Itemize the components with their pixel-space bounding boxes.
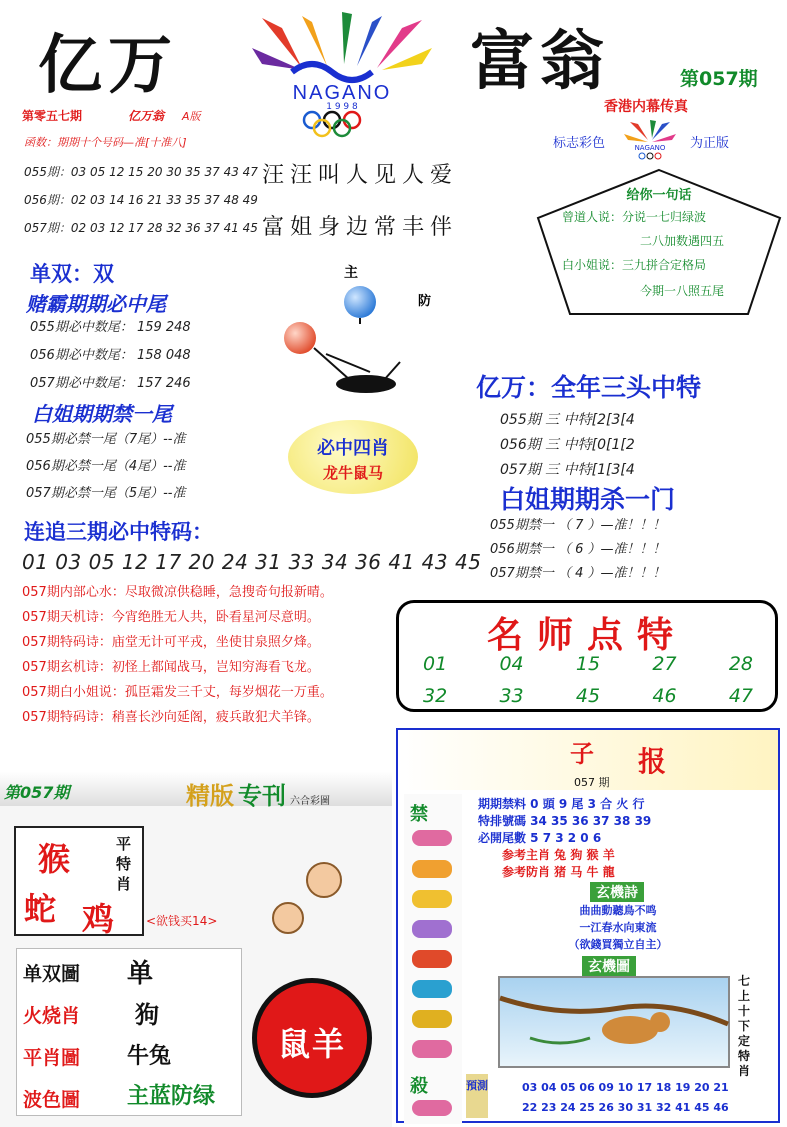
title-left: 亿万 — [38, 28, 178, 103]
pentagon-line: 白小姐说：三九拼合定格局 — [562, 258, 707, 272]
main-line: 主蓝防绿 — [127, 1084, 216, 1109]
master-number: 32 — [423, 685, 448, 707]
master-number: 28 — [728, 653, 753, 675]
poem-list — [22, 580, 333, 725]
animal-icon — [412, 920, 452, 938]
tail-row: 055期必中数尾： 159 248 — [30, 320, 191, 335]
master-number: 45 — [575, 685, 601, 707]
grid-label: 波色圖 — [23, 1089, 81, 1111]
grid-label: 单双圖 — [23, 963, 81, 985]
poem-line: 057期内部心水：尽取微凉供稳睡，急搜奇句报新晴。 — [22, 585, 333, 600]
animal-icon — [412, 980, 452, 998]
pentagon-title: 给你一句话 — [626, 188, 692, 203]
slogan — [262, 150, 458, 254]
grid-label: 平肖圖 — [23, 1047, 81, 1069]
brand-label: 亿万翁 — [128, 109, 165, 123]
four-zodiac-items: 龙牛鼠马 — [322, 464, 383, 482]
master-number: 46 — [652, 685, 677, 707]
three-head-rows — [500, 408, 635, 483]
info-lines — [478, 796, 651, 881]
bottom-left-title-b: 专刊 — [238, 782, 286, 810]
number-row: 057期：02 03 12 17 28 32 36 37 41 45 — [24, 221, 258, 235]
zodiac-monkey: 猴 — [38, 840, 71, 878]
master-box — [396, 600, 778, 712]
three-issue-numbers: 01 03 05 12 17 20 24 31 33 34 36 41 43 45 — [22, 550, 482, 574]
four-zodiac-title: 必中四肖 — [317, 438, 389, 459]
edition-label: A版 — [182, 110, 201, 123]
riddle-picture — [498, 976, 730, 1068]
logo-text: NAGANO — [292, 82, 392, 104]
poem-line: 057期白小姐说：孤臣霜发三千丈，每岁烟花一万重。 — [22, 685, 333, 700]
animal-icon — [412, 830, 452, 846]
predict-label: 預測 — [466, 1074, 488, 1118]
title-right: 富翁 — [470, 24, 610, 99]
issue-mini: 057 期 — [574, 776, 610, 789]
animal-icon — [412, 950, 452, 968]
kill-door-row: 056期禁一 （ 6 ）—准！！！ — [490, 542, 666, 557]
ban-title: 白姐期期禁一尾 — [32, 402, 172, 426]
ox-rabbit: 牛兔 — [127, 1044, 172, 1069]
three-head-row: 057期 三 中特[1[3[4 — [500, 462, 635, 478]
ban-row: 056期必禁一尾（4尾）--准 — [26, 459, 186, 474]
poem-line: 057期特码诗：庙堂无计可平戎，坐使甘泉照夕烽。 — [22, 635, 320, 650]
grid-panel — [16, 948, 242, 1116]
zodiac-rooster: 鸡 — [82, 900, 115, 938]
poem-text: 曲曲動聽鳥不鸣 — [579, 904, 657, 917]
svg-text:NAGANO: NAGANO — [634, 144, 666, 152]
kill-door-title: 白姐期期杀一门 — [500, 485, 676, 514]
ban-char: 禁 — [410, 804, 428, 825]
side-text: 平特肖 — [116, 835, 132, 893]
info-line: 特排號碼 34 35 36 37 38 39 — [478, 814, 652, 828]
side-vertical-text: 七上十下定特肖 — [738, 974, 751, 1078]
poem-line: 057期天机诗：今宵绝胜无人共，卧看星河尽意明。 — [22, 610, 320, 625]
single-double-label: 单双：双 — [30, 262, 114, 286]
fax-right: 为正版 — [690, 136, 730, 151]
three-head-title: 亿万：全年三头中特 — [476, 373, 702, 402]
bottom-left-panel — [0, 772, 392, 1127]
issue-label: 第零五七期 — [22, 109, 83, 123]
animal-icon — [412, 860, 452, 878]
poem-text: （欲錢買獨立自主） — [568, 938, 668, 951]
ban-row: 055期必禁一尾（7尾）--准 — [26, 432, 186, 447]
number-rows — [24, 158, 258, 242]
nagano-logo — [232, 8, 452, 136]
single-mark: 单 — [127, 959, 154, 989]
fax-title: 香港内幕传真 — [604, 99, 688, 115]
predict-row: 22 23 24 25 26 30 31 32 41 45 46 — [522, 1101, 729, 1114]
kill-door-row: 057期禁一 （ 4 ）—准！！！ — [490, 566, 666, 581]
info-line: 期期禁料 0 頭 9 尾 3 合 火 行 — [478, 797, 645, 811]
tail-row: 056期必中数尾： 158 048 — [30, 348, 191, 363]
three-head-row: 055期 三 中特[2[3[4 — [500, 412, 635, 428]
grid-label: 火烧肖 — [23, 1005, 81, 1027]
dog-mark: 狗 — [135, 1001, 159, 1029]
animal-icon — [412, 1100, 452, 1116]
poem-line: 057期玄机诗：初怪上都闻战马，岂知穷海看飞龙。 — [22, 660, 320, 675]
hint-text: <欲钱买14> — [146, 914, 218, 928]
slogan-line: 汪汪叫人见人爱 — [262, 163, 459, 188]
master-title: 名师点特 — [486, 614, 687, 656]
bottom-left-issue: 第057期 — [4, 783, 70, 802]
ban-row: 057期必禁一尾（5尾）--准 — [26, 486, 186, 501]
slogan-line: 富姐身边常丰伴 — [262, 215, 459, 240]
kill-door-row: 055期禁一 （ 7 ）—准！！！ — [490, 518, 666, 533]
animal-icon — [412, 1010, 452, 1028]
master-number: 27 — [652, 653, 677, 675]
cartoon-head-icon — [272, 902, 304, 934]
zodiac-sidebar — [404, 794, 462, 1124]
bottom-right-panel — [396, 728, 780, 1123]
pic-title: 玄機圖 — [582, 956, 636, 976]
poem-text: 一江春水向東流 — [579, 921, 657, 934]
four-zodiac-badge — [288, 420, 418, 494]
info-line: 参考主肖 兔 狗 猴 羊 — [502, 848, 615, 862]
predict-numbers — [522, 1078, 729, 1118]
function-note: 函数：期期十个号码—准[十准八] — [24, 136, 187, 149]
zodiac-box — [14, 826, 144, 936]
three-issue-title: 连追三期必中特码： — [24, 520, 213, 544]
issue-number: 第057期 — [680, 68, 758, 90]
balance-diagram — [280, 262, 440, 402]
info-line: 必開尾數 5 7 3 2 0 6 — [478, 831, 602, 845]
pentagon-line: 二八加数遇四五 — [640, 234, 725, 248]
zi-char: 子 — [570, 740, 594, 768]
circle-text: 鼠羊 — [277, 1025, 346, 1063]
tail-title: 赌霸期期必中尾 — [26, 292, 166, 316]
zodiac-circle — [252, 978, 372, 1098]
fax-left: 标志彩色 — [553, 136, 606, 151]
predict-row: 03 04 05 06 09 10 17 18 19 20 21 — [522, 1081, 729, 1094]
number-row: 055期：03 05 12 15 20 30 35 37 43 47 — [24, 165, 258, 179]
animal-icon — [412, 1040, 452, 1058]
master-number: 47 — [728, 685, 753, 707]
logo-year: 1 9 9 8 — [326, 102, 358, 112]
poem-line-cut: 057期特码诗：稍喜长沙向延阁，疲兵敢犯犬羊锋。 — [22, 710, 320, 725]
bottom-left-subtitle: 六合彩圖 — [290, 796, 330, 807]
ban-rows — [26, 426, 185, 507]
pentagon-line: 曾道人说：分说一七归绿波 — [562, 210, 707, 224]
main-label: 主 — [344, 265, 358, 281]
zodiac-snake: 蛇 — [24, 890, 57, 928]
three-head-row: 056期 三 中特[0[1[2 — [500, 437, 635, 453]
bao-char: 报 — [638, 745, 667, 778]
number-row: 056期：02 03 14 16 21 33 35 37 48 49 — [24, 193, 258, 207]
pentagon-line: 今期一八照五尾 — [640, 284, 725, 298]
kill-char: 殺 — [410, 1076, 428, 1097]
tail-rows — [30, 314, 191, 398]
poem-block — [498, 902, 738, 953]
bottom-left-title-a: 精版 — [186, 782, 234, 810]
pentagon-box — [536, 168, 782, 316]
master-number: 04 — [499, 653, 524, 675]
animal-icon — [412, 890, 452, 908]
kill-door-rows — [490, 514, 665, 586]
master-row-1 — [423, 653, 753, 675]
defend-label: 防 — [418, 294, 432, 309]
poem-title: 玄機詩 — [590, 882, 644, 902]
tail-row: 057期必中数尾： 157 246 — [30, 376, 191, 391]
cartoon-head-icon — [306, 862, 342, 898]
master-number: 15 — [575, 653, 601, 675]
master-number: 01 — [423, 653, 448, 675]
master-number: 33 — [499, 685, 524, 707]
master-row-2 — [423, 685, 753, 707]
info-line: 参考防肖 猪 马 牛 龍 — [502, 865, 615, 879]
small-logo-icon — [620, 118, 680, 164]
grid-labels — [23, 953, 80, 1121]
